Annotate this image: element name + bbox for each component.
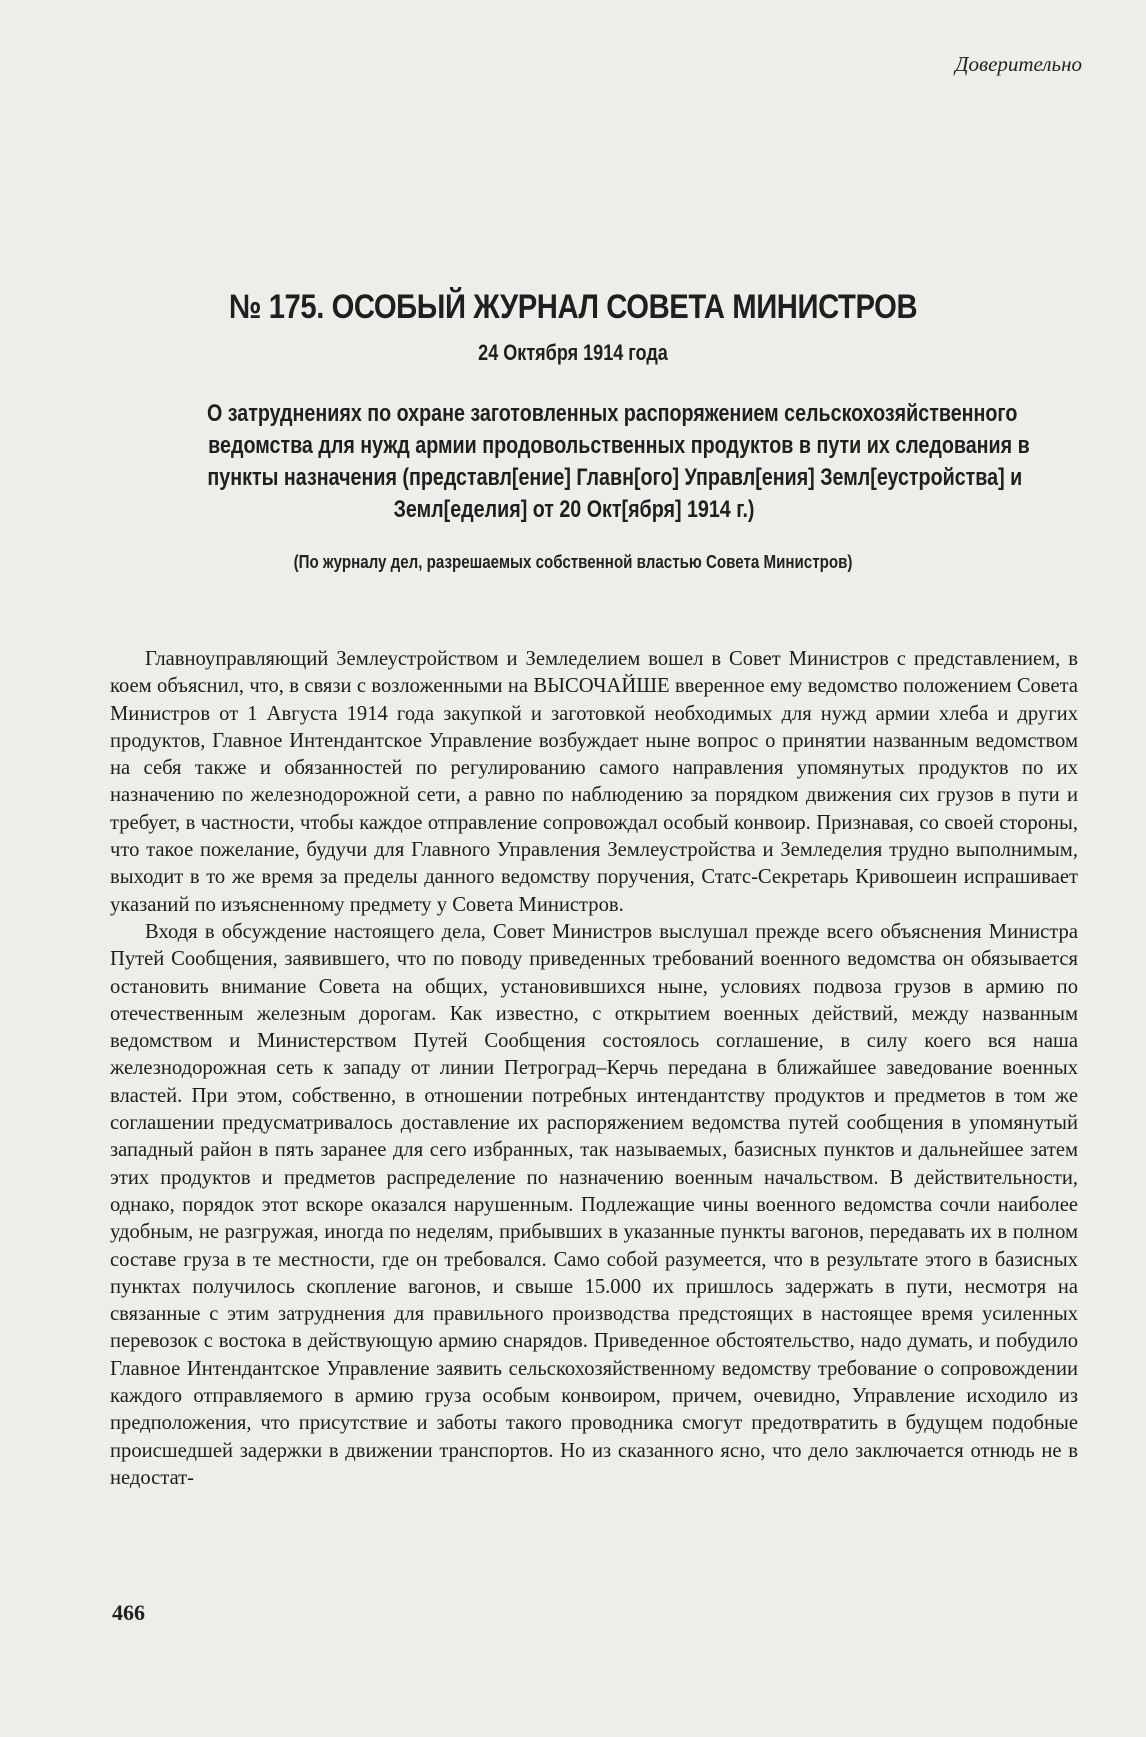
subject-line: ведомства для нужд армии продовольственных продуктов в пути их следования в — [208, 432, 1030, 459]
subject-line: Земл[еделия] от 20 Окт[ября] 1914 г.) — [393, 496, 755, 523]
body-paragraph: Входя в обсуждение настоящего дела, Совет Министров выслушал прежде всего объяснения Министра Путей Сообщения, заявившего, что по поводу приведенных требований военного ведомства он обязывается остановить внимание Совета на общих, установившихся ныне, условиях подвоза грузов в армию по отечественным железным дорогам. Как известно, с открытием военных действий, между названным ведомством и Министерством Путей Сообщения состоялось соглашение, в силу коего вся наша железнодорожная сеть к западу от линии Петроград–Керчь передана в ближайшее заведование военных властей. При этом, собственно, в отношении потребных интендантству продуктов и предметов в том же соглашении предусматривалось доставление их распоряжением ведомства путей сообщения в упомянутый западный район в пять заранее для сего избранных, так называемых, базисных пунктов и дальнейшее затем этих продуктов и предметов распределение по назначению военным начальством. В действительности, однако, порядок этот вскоре оказался нарушенным. Подлежащие чины военного ведомства сочли наиболее удобным, не разгружая, иногда по неделям, прибывших в указанные пункты вагонов, передавать их в полном составе груза в те местности, где он требовался. Само собой разумеется, что в результате этого в базисных пунктах получилось скопление вагонов, и свыше 15.000 их пришлось задержать в пути, несмотря на связанные с этим затруднения для правильного производства предстоящих в настоящее время усиленных перевозок с востока в действующую армию снарядов. Приведенное обстоятельство, надо думать, и побудило Главное Интендантское Управление заявить сельскохозяйственному ведомству требование о сопровождении каждого отправляемого в армию груза особым конвоиром, причем, очевидно, Управление исходило из предположения, что присутствие и заботы такого проводника смогут предотвратить в будущем подобные происшедшей задержки в движении транспортов. Но из сказанного ясно, что дело заключается отнюдь не в недостат- — [110, 920, 1078, 1489]
body-text — [110, 646, 1078, 1492]
classification-label: Доверительно — [955, 52, 1082, 76]
document-title: № 175. ОСОБЫЙ ЖУРНАЛ СОВЕТА МИНИСТРОВ — [228, 288, 918, 326]
subject-line: пункты назначения (представл[ение] Главн[ого] Управл[ения] Земл[еустройства] и — [207, 464, 1023, 491]
document-date: 24 Октября 1914 года — [478, 340, 668, 365]
document-subject — [118, 398, 1030, 526]
subject-line: О затруднениях по охране заготовленных распоряжением сельскохозяйственного — [206, 400, 1018, 427]
body-paragraph: Главноуправляющий Землеустройством и Земледелием вошел в Совет Министров с представлением, в коем объяснил, что, в связи с возложенными на ВЫСОЧАЙШЕ вверенное ему ведомство положением Совета Министров от 1 Августа 1914 года закупкой и заготовкой необходимых для нужд армии хлеба и других продуктов, Главное Интендантское Управление возбуждает ныне вопрос о принятии названным ведомством на себя также и обязанностей по регулированию самого направления упомянутых продуктов по их назначению по железнодорожной сети, а равно по наблюдению за порядком движения сих грузов в пути и требует, в частности, чтобы каждое отправление сопровождал особый конвоир. Признавая, со своей стороны, что такое пожелание, будучи для Главного Управления Землеустройства и Земледелия трудно выполнимым, выходит в то же время за пределы данного ведомству поручения, Статс-Секретарь Кривошеин испрашивает указаний по изъясненному предмету у Совета Министров. — [110, 648, 1078, 916]
document-note: (По журналу дел, разрешаемых собственной властью Совета Министров) — [293, 552, 853, 572]
page-number: 466 — [112, 1600, 145, 1625]
